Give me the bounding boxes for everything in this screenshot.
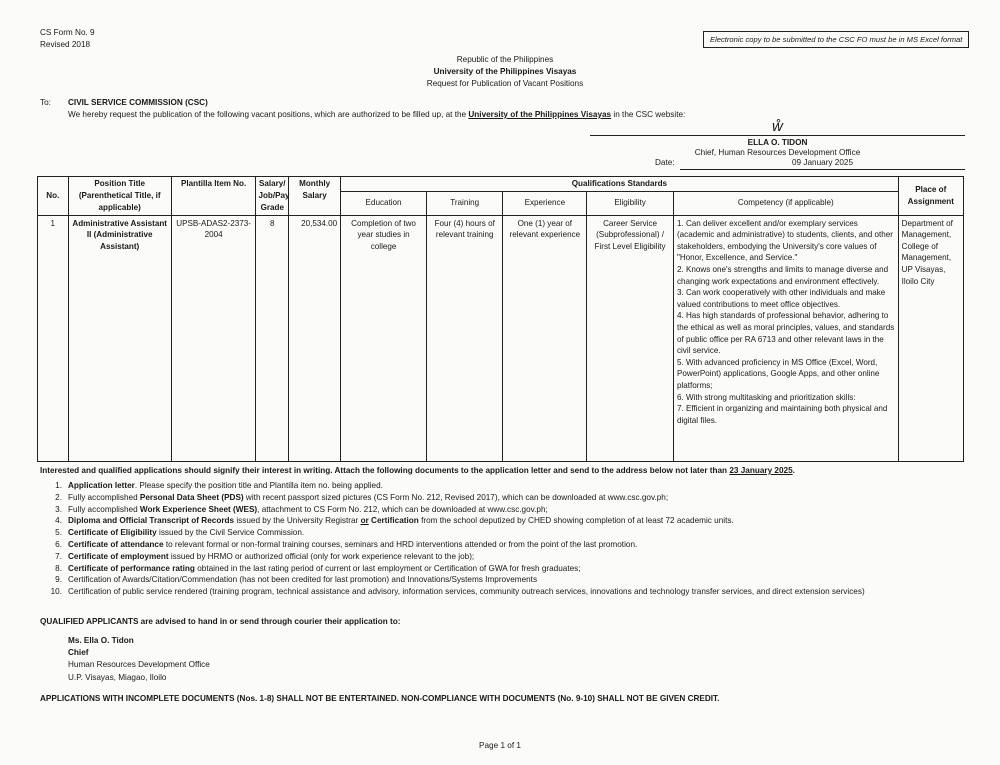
address-title: Chief <box>68 648 89 658</box>
list-item: 5. Certificate of Eligibility issued by the Civil Service Commission. <box>55 528 305 538</box>
header-position: Position Title (Parenthetical Title, if applicable) <box>68 177 171 216</box>
address-location: U.P. Visayas, Miagao, Iloilo <box>68 672 167 682</box>
cell-salary-grade: 8 <box>256 215 289 461</box>
cell-no: 1 <box>38 215 69 461</box>
intro-post: in the CSC website: <box>613 110 686 119</box>
signatory-name: ELLA O. TIDON <box>747 138 808 147</box>
form-number: CS Form No. 9 <box>40 28 95 37</box>
table-row <box>38 215 964 461</box>
document-header <box>350 54 660 90</box>
vacancy-table <box>37 176 964 462</box>
header-plantilla: Plantilla Item No. <box>171 177 256 216</box>
electronic-copy-note: Electronic copy to be submitted to the CSC FO must be in MS Excel format <box>703 31 969 48</box>
header-no: No. <box>38 177 69 216</box>
incomplete-warning: APPLICATIONS WITH INCOMPLETE DOCUMENTS (Nos. 1-8) SHALL NOT BE ENTERTAINED. NON-COMPLIANCE WITH DOCUMENTS (No. 9-10) SHALL NOT BE GIVEN CREDIT. <box>40 694 720 703</box>
recipient: CIVIL SERVICE COMMISSION (CSC) <box>68 98 208 107</box>
address-name: Ms. Ella O. Tidon <box>68 636 134 645</box>
list-item: 2. Fully accomplished Personal Data Sheet (PDS) with recent passport sized pictures (CS Form No. 212, Revised 2017), which can be downloaded at www.csc.gov.ph; <box>55 492 669 502</box>
deadline: 23 January 2025 <box>729 466 793 475</box>
list-item: 4. Diploma and Official Transcript of Records issued by the University Registrar or Certification from the school deputized by CHED showing completion of at least 72 academic units. <box>55 516 734 526</box>
signature: ẘ <box>772 118 783 135</box>
date-label: Date: <box>655 158 675 167</box>
documents-list <box>38 480 865 598</box>
header-competency: Competency (if applicable) <box>673 191 898 215</box>
header-place: Place of Assignment <box>898 177 963 216</box>
header-training: Training <box>426 191 503 215</box>
list-item: 3. Fully accomplished Work Experience Sheet (WES), attachment to CS Form No. 212, which can be downloaded at www.csc.gov.ph; <box>55 504 548 514</box>
competency-item: 4. Has high standards of professional behavior, adhering to the ethical as well as moral principles, values, and standards of public office per RA 6713 and other relevant laws in the civil service. <box>676 311 895 356</box>
header-qualifications: Qualifications Standards <box>341 177 898 192</box>
qualified-notice: QUALIFIED APPLICANTS are advised to hand in or send through courier their application to: <box>40 617 401 626</box>
header-salary-grade: Salary/ Job/Pay Grade <box>256 177 289 216</box>
date-value: 09 January 2025 <box>792 158 853 167</box>
header-experience: Experience <box>503 191 587 215</box>
cell-competency <box>673 215 898 461</box>
header-eligibility: Eligibility <box>587 191 674 215</box>
instructions: Interested and qualified applications should signify their interest in writing. Attach the following documents to the application letter and send to the address below not later than 23 January 2025. <box>40 466 795 475</box>
cell-education: Completion of two year studies in college <box>341 215 427 461</box>
header-education: Education <box>341 191 427 215</box>
signatory-title: Chief, Human Resources Development Office <box>694 148 861 157</box>
competency-item: 5. With advanced proficiency in MS Office (Excel, Word, PowerPoint) applications, Google Apps, and other online platforms; <box>676 357 880 390</box>
cell-position: Administrative Assistant II (Administrative Assistant) <box>68 215 171 461</box>
list-item: 10. Certification of public service rendered (training program, technical assistance and advisory, information services, community outreach services, innovations and technology transfer services, and direct extension services) <box>50 587 865 597</box>
intro-pre: We hereby request the publication of the following vacant positions, which are authorized to be filled up, at the <box>68 110 467 119</box>
to-label: To: <box>40 98 51 107</box>
competency-item: 7. Efficient in organizing and maintaining both physical and digital files. <box>676 404 888 425</box>
list-item: 8. Certificate of performance rating obtained in the last rating period of current or last employment or Certification of GWA for fresh graduates; <box>55 563 581 573</box>
header-request: Request for Publication of Vacant Positions <box>426 79 584 88</box>
competency-item: 2. Knows one's strengths and limits to manage diverse and changing work expectations and environment effectively. <box>676 264 889 286</box>
cell-eligibility: Career Service (Subprofessional) / First Level Eligibility <box>587 215 674 461</box>
list-item: 6. Certificate of attendance to relevant formal or non-formal training courses, seminars and HRD interventions attended or from the point of the last promotion. <box>55 539 638 549</box>
competency-item: 3. Can work cooperatively with other individuals and make valued contributions to meet office objectives. <box>676 288 886 309</box>
list-item: 7. Certificate of employment issued by HRMO or authorized official (only for work experience relevant to the job); <box>55 551 475 561</box>
cell-plantilla: UPSB-ADAS2-2373-2004 <box>171 215 256 461</box>
competency-item: 6. With strong multitasking and prioritization skills: <box>676 392 856 402</box>
intro-text <box>68 110 685 119</box>
cell-monthly-salary: 20,534.00 <box>289 215 341 461</box>
address-office: Human Resources Development Office <box>68 660 210 670</box>
address-block <box>68 635 210 684</box>
header-university: University of the Philippines Visayas <box>433 67 577 76</box>
header-monthly-salary: Monthly Salary <box>289 177 341 216</box>
cell-training: Four (4) hours of relevant training <box>426 215 503 461</box>
list-item: 9. Certification of Awards/Citation/Commendation (has not been credited for last promotion) and Innovations/Systems Improvements <box>55 575 538 585</box>
list-item: 1. Application letter. Please specify the position title and Plantilla item no. being applied. <box>55 481 383 490</box>
intro-university: University of the Philippines Visayas <box>468 110 612 119</box>
competency-item: 1. Can deliver excellent and/or exemplary services (academic and administrative) to students, clients, and other stakeholders, embodying the University's core values of "Honor, Excellence, and Service." <box>676 218 893 263</box>
form-revised: Revised 2018 <box>40 40 91 49</box>
instructions-text: Interested and qualified applications should signify their interest in writing. Attach the following documents to the application letter and send to the address below not later than <box>40 466 728 475</box>
header-republic: Republic of the Philippines <box>456 55 554 64</box>
cell-place: Department of Management, College of Management, UP Visayas, Iloilo City <box>898 215 963 461</box>
page-number: Page 1 of 1 <box>479 741 521 750</box>
cell-experience: One (1) year of relevant experience <box>503 215 587 461</box>
